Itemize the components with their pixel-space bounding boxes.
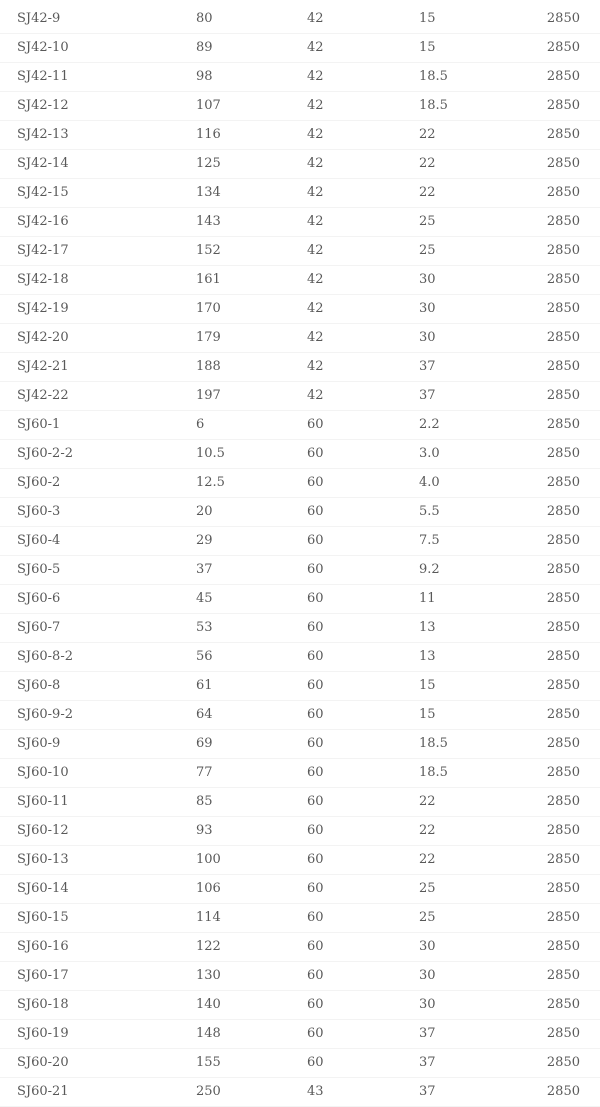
head-cell: 42 (307, 272, 324, 287)
head-cell: 60 (307, 765, 324, 780)
power-cell: 30 (419, 330, 436, 345)
flow-cell: 188 (196, 359, 221, 374)
model-cell: SJ60-9-2 (17, 707, 73, 722)
head-cell: 42 (307, 243, 324, 258)
table-row (0, 1049, 600, 1078)
table-row (0, 759, 600, 788)
power-cell: 2.2 (419, 417, 440, 432)
table-row (0, 962, 600, 991)
power-cell: 9.2 (419, 562, 440, 577)
table-row (0, 440, 600, 469)
head-cell: 60 (307, 1026, 324, 1041)
speed-cell: 2850 (546, 533, 580, 548)
power-cell: 13 (419, 649, 436, 664)
speed-cell: 2850 (546, 910, 580, 925)
model-cell: SJ60-19 (17, 1026, 69, 1041)
table-row (0, 411, 600, 440)
head-cell: 60 (307, 881, 324, 896)
flow-cell: 64 (196, 707, 213, 722)
flow-cell: 250 (196, 1084, 221, 1099)
head-cell: 42 (307, 301, 324, 316)
table-row (0, 585, 600, 614)
head-cell: 60 (307, 910, 324, 925)
head-cell: 42 (307, 98, 324, 113)
flow-cell: 134 (196, 185, 221, 200)
flow-cell: 56 (196, 649, 213, 664)
table-row (0, 1078, 600, 1107)
model-cell: SJ42-12 (17, 98, 69, 113)
table-row (0, 672, 600, 701)
speed-cell: 2850 (546, 736, 580, 751)
table-row (0, 266, 600, 295)
table-row (0, 150, 600, 179)
table-row (0, 643, 600, 672)
table-row (0, 5, 600, 34)
flow-cell: 45 (196, 591, 213, 606)
head-cell: 60 (307, 852, 324, 867)
table-row (0, 1020, 600, 1049)
model-cell: SJ60-13 (17, 852, 69, 867)
table-row (0, 324, 600, 353)
flow-cell: 89 (196, 40, 213, 55)
flow-cell: 143 (196, 214, 221, 229)
flow-cell: 107 (196, 98, 221, 113)
power-cell: 37 (419, 359, 436, 374)
power-cell: 30 (419, 301, 436, 316)
head-cell: 42 (307, 156, 324, 171)
model-cell: SJ60-12 (17, 823, 69, 838)
head-cell: 60 (307, 591, 324, 606)
speed-cell: 2850 (546, 330, 580, 345)
head-cell: 42 (307, 185, 324, 200)
table-row (0, 121, 600, 150)
model-cell: SJ42-21 (17, 359, 69, 374)
table-row (0, 208, 600, 237)
speed-cell: 2850 (546, 446, 580, 461)
flow-cell: 85 (196, 794, 213, 809)
speed-cell: 2850 (546, 1026, 580, 1041)
power-cell: 15 (419, 40, 436, 55)
table-row (0, 556, 600, 585)
flow-cell: 170 (196, 301, 221, 316)
model-cell: SJ60-8-2 (17, 649, 73, 664)
speed-cell: 2850 (546, 649, 580, 664)
flow-cell: 179 (196, 330, 221, 345)
speed-cell: 2850 (546, 794, 580, 809)
head-cell: 60 (307, 823, 324, 838)
model-cell: SJ42-11 (17, 69, 69, 84)
flow-cell: 93 (196, 823, 213, 838)
power-cell: 30 (419, 968, 436, 983)
model-cell: SJ60-3 (17, 504, 61, 519)
speed-cell: 2850 (546, 301, 580, 316)
speed-cell: 2850 (546, 1084, 580, 1099)
table-row (0, 34, 600, 63)
table-row (0, 933, 600, 962)
model-cell: SJ60-9 (17, 736, 61, 751)
power-cell: 30 (419, 272, 436, 287)
power-cell: 30 (419, 997, 436, 1012)
power-cell: 25 (419, 214, 436, 229)
model-cell: SJ60-15 (17, 910, 69, 925)
model-cell: SJ42-9 (17, 11, 61, 26)
power-cell: 18.5 (419, 69, 448, 84)
table-row (0, 614, 600, 643)
power-cell: 37 (419, 388, 436, 403)
speed-cell: 2850 (546, 417, 580, 432)
model-cell: SJ60-2 (17, 475, 61, 490)
flow-cell: 12.5 (196, 475, 225, 490)
head-cell: 42 (307, 127, 324, 142)
power-cell: 25 (419, 881, 436, 896)
speed-cell: 2850 (546, 127, 580, 142)
flow-cell: 148 (196, 1026, 221, 1041)
speed-cell: 2850 (546, 359, 580, 374)
table-row (0, 498, 600, 527)
table-row (0, 469, 600, 498)
flow-cell: 6 (196, 417, 205, 432)
model-cell: SJ60-1 (17, 417, 61, 432)
pump-spec-table (0, 5, 600, 1107)
speed-cell: 2850 (546, 707, 580, 722)
speed-cell: 2850 (546, 620, 580, 635)
speed-cell: 2850 (546, 881, 580, 896)
flow-cell: 197 (196, 388, 221, 403)
head-cell: 60 (307, 649, 324, 664)
table-row (0, 295, 600, 324)
power-cell: 22 (419, 127, 436, 142)
power-cell: 15 (419, 11, 436, 26)
head-cell: 42 (307, 69, 324, 84)
flow-cell: 155 (196, 1055, 221, 1070)
speed-cell: 2850 (546, 40, 580, 55)
speed-cell: 2850 (546, 156, 580, 171)
speed-cell: 2850 (546, 562, 580, 577)
speed-cell: 2850 (546, 388, 580, 403)
table-row (0, 63, 600, 92)
head-cell: 60 (307, 504, 324, 519)
model-cell: SJ60-17 (17, 968, 69, 983)
head-cell: 42 (307, 11, 324, 26)
flow-cell: 10.5 (196, 446, 225, 461)
table-row (0, 353, 600, 382)
flow-cell: 114 (196, 910, 221, 925)
flow-cell: 37 (196, 562, 213, 577)
table-row (0, 237, 600, 266)
model-cell: SJ60-5 (17, 562, 61, 577)
flow-cell: 130 (196, 968, 221, 983)
head-cell: 42 (307, 330, 324, 345)
flow-cell: 61 (196, 678, 213, 693)
model-cell: SJ42-14 (17, 156, 69, 171)
speed-cell: 2850 (546, 214, 580, 229)
model-cell: SJ42-18 (17, 272, 69, 287)
power-cell: 30 (419, 939, 436, 954)
power-cell: 15 (419, 678, 436, 693)
head-cell: 60 (307, 794, 324, 809)
speed-cell: 2850 (546, 504, 580, 519)
power-cell: 5.5 (419, 504, 440, 519)
model-cell: SJ60-4 (17, 533, 61, 548)
power-cell: 18.5 (419, 736, 448, 751)
table-row (0, 527, 600, 556)
head-cell: 60 (307, 678, 324, 693)
model-cell: SJ42-15 (17, 185, 69, 200)
model-cell: SJ42-20 (17, 330, 69, 345)
head-cell: 43 (307, 1084, 324, 1099)
power-cell: 3.0 (419, 446, 440, 461)
speed-cell: 2850 (546, 968, 580, 983)
power-cell: 18.5 (419, 765, 448, 780)
power-cell: 18.5 (419, 98, 448, 113)
model-cell: SJ42-13 (17, 127, 69, 142)
speed-cell: 2850 (546, 272, 580, 287)
model-cell: SJ42-22 (17, 388, 69, 403)
head-cell: 60 (307, 968, 324, 983)
flow-cell: 152 (196, 243, 221, 258)
speed-cell: 2850 (546, 823, 580, 838)
speed-cell: 2850 (546, 852, 580, 867)
power-cell: 37 (419, 1084, 436, 1099)
head-cell: 42 (307, 214, 324, 229)
table-row (0, 817, 600, 846)
model-cell: SJ60-16 (17, 939, 69, 954)
model-cell: SJ60-7 (17, 620, 61, 635)
speed-cell: 2850 (546, 243, 580, 258)
power-cell: 25 (419, 243, 436, 258)
table-row (0, 991, 600, 1020)
speed-cell: 2850 (546, 1055, 580, 1070)
speed-cell: 2850 (546, 765, 580, 780)
speed-cell: 2850 (546, 69, 580, 84)
model-cell: SJ42-10 (17, 40, 69, 55)
power-cell: 11 (419, 591, 436, 606)
table-row (0, 179, 600, 208)
flow-cell: 80 (196, 11, 213, 26)
table-row (0, 92, 600, 121)
model-cell: SJ42-16 (17, 214, 69, 229)
power-cell: 37 (419, 1026, 436, 1041)
flow-cell: 161 (196, 272, 221, 287)
flow-cell: 106 (196, 881, 221, 896)
flow-cell: 122 (196, 939, 221, 954)
flow-cell: 140 (196, 997, 221, 1012)
head-cell: 60 (307, 446, 324, 461)
head-cell: 42 (307, 388, 324, 403)
table-row (0, 701, 600, 730)
power-cell: 22 (419, 156, 436, 171)
head-cell: 60 (307, 1055, 324, 1070)
speed-cell: 2850 (546, 591, 580, 606)
flow-cell: 100 (196, 852, 221, 867)
model-cell: SJ60-8 (17, 678, 61, 693)
flow-cell: 69 (196, 736, 213, 751)
head-cell: 60 (307, 417, 324, 432)
flow-cell: 53 (196, 620, 213, 635)
flow-cell: 29 (196, 533, 213, 548)
model-cell: SJ60-14 (17, 881, 69, 896)
table-row (0, 382, 600, 411)
power-cell: 22 (419, 794, 436, 809)
model-cell: SJ60-6 (17, 591, 61, 606)
head-cell: 42 (307, 40, 324, 55)
head-cell: 60 (307, 997, 324, 1012)
head-cell: 42 (307, 359, 324, 374)
power-cell: 7.5 (419, 533, 440, 548)
head-cell: 60 (307, 533, 324, 548)
flow-cell: 77 (196, 765, 213, 780)
table-row (0, 875, 600, 904)
model-cell: SJ42-17 (17, 243, 69, 258)
speed-cell: 2850 (546, 98, 580, 113)
model-cell: SJ60-21 (17, 1084, 69, 1099)
flow-cell: 20 (196, 504, 213, 519)
power-cell: 25 (419, 910, 436, 925)
model-cell: SJ60-2-2 (17, 446, 73, 461)
power-cell: 22 (419, 823, 436, 838)
head-cell: 60 (307, 736, 324, 751)
head-cell: 60 (307, 475, 324, 490)
model-cell: SJ60-18 (17, 997, 69, 1012)
power-cell: 22 (419, 185, 436, 200)
head-cell: 60 (307, 620, 324, 635)
speed-cell: 2850 (546, 11, 580, 26)
speed-cell: 2850 (546, 939, 580, 954)
head-cell: 60 (307, 939, 324, 954)
table-row (0, 904, 600, 933)
power-cell: 15 (419, 707, 436, 722)
power-cell: 22 (419, 852, 436, 867)
flow-cell: 98 (196, 69, 213, 84)
table-row (0, 788, 600, 817)
speed-cell: 2850 (546, 475, 580, 490)
power-cell: 37 (419, 1055, 436, 1070)
table-row (0, 846, 600, 875)
speed-cell: 2850 (546, 997, 580, 1012)
head-cell: 60 (307, 562, 324, 577)
speed-cell: 2850 (546, 678, 580, 693)
flow-cell: 116 (196, 127, 221, 142)
model-cell: SJ60-10 (17, 765, 69, 780)
speed-cell: 2850 (546, 185, 580, 200)
flow-cell: 125 (196, 156, 221, 171)
head-cell: 60 (307, 707, 324, 722)
power-cell: 13 (419, 620, 436, 635)
model-cell: SJ42-19 (17, 301, 69, 316)
power-cell: 4.0 (419, 475, 440, 490)
model-cell: SJ60-11 (17, 794, 69, 809)
model-cell: SJ60-20 (17, 1055, 69, 1070)
table-row (0, 730, 600, 759)
